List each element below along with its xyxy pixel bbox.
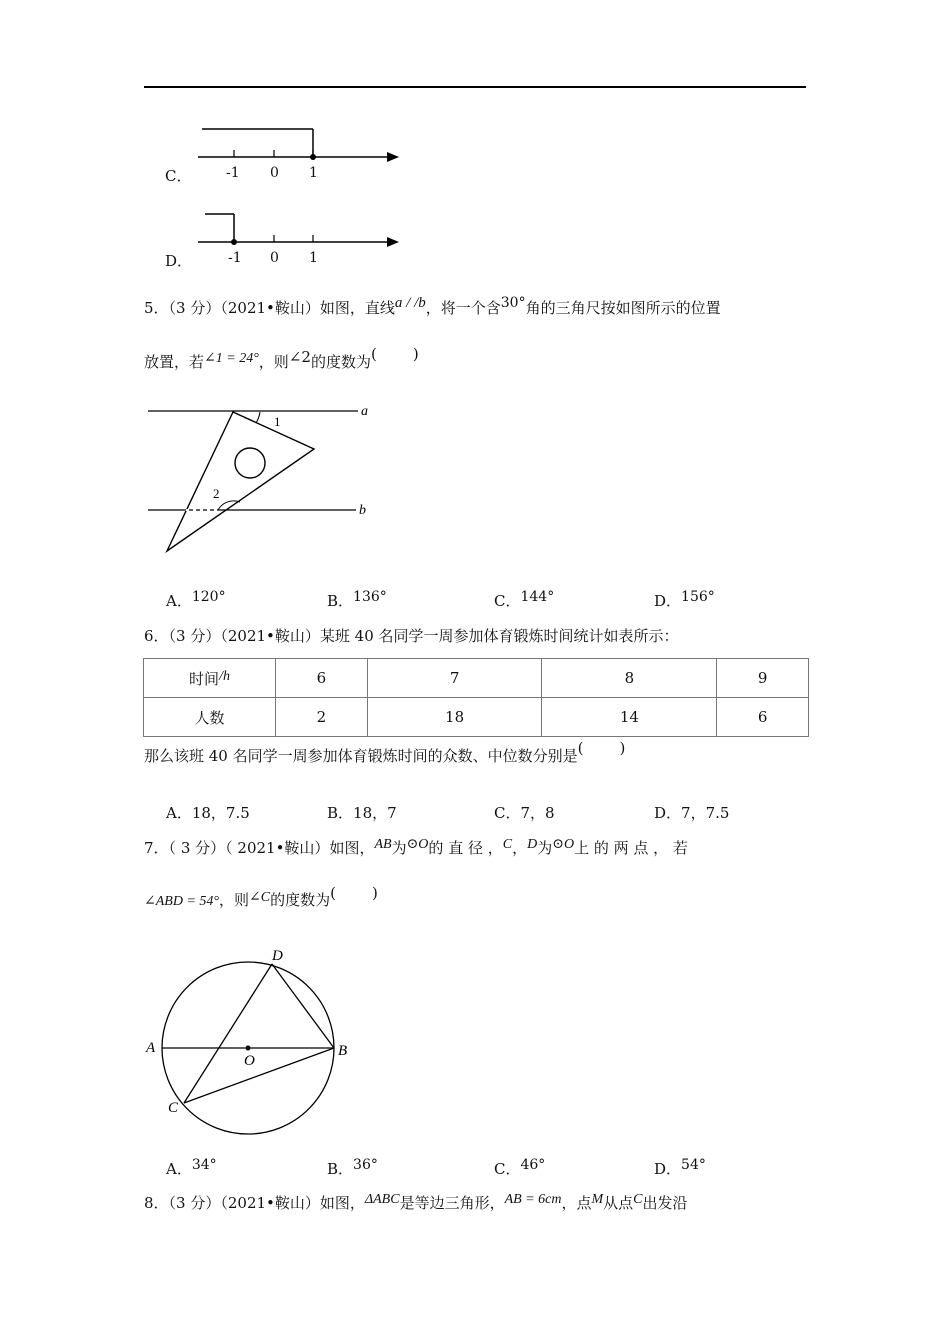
option-label: D． — [654, 592, 682, 610]
q5-text: 如图，直线 — [319, 299, 395, 317]
option-label: A． — [166, 1160, 192, 1178]
option-label: C． — [494, 804, 521, 822]
q5-source: （2021•鞍山） — [220, 299, 320, 317]
q5-math: ∠1 = 24° — [204, 351, 259, 366]
option-value: 36° — [353, 1157, 378, 1173]
option-value: 46° — [520, 1157, 546, 1173]
option-label: D． — [654, 804, 682, 822]
q5-text: ，将一个含 — [425, 299, 501, 317]
q7-math: AB — [374, 837, 392, 852]
option-d-label: D． — [165, 252, 193, 270]
tick-label: -1 — [228, 250, 242, 266]
q7-math: ⊙O — [552, 837, 575, 852]
line-label-a: a — [361, 404, 368, 419]
q7-math: ⊙O — [406, 837, 429, 852]
table-cell: 6 — [717, 698, 809, 737]
q8-math: C — [633, 1192, 643, 1207]
q8-math: M — [591, 1192, 604, 1207]
table-cell: 14 — [542, 698, 717, 737]
option-value: 18，7.5 — [191, 804, 250, 822]
tick-label: 0 — [270, 250, 279, 266]
number-line-d — [195, 205, 405, 250]
q8-text: 出发沿 — [642, 1194, 688, 1212]
option-value: 34° — [191, 1157, 217, 1173]
q5-line1 — [144, 295, 721, 319]
option-label: B． — [327, 592, 354, 610]
cell-unit: /h — [219, 668, 230, 684]
option-value: 120° — [191, 589, 226, 605]
option-value: 54° — [681, 1157, 706, 1173]
option-label: B． — [327, 804, 354, 822]
q5-text: 的度数为 — [310, 353, 371, 371]
option-label: B． — [327, 1160, 354, 1178]
q6-option-b[interactable] — [327, 802, 397, 823]
option-label: D． — [654, 1160, 682, 1178]
point-label-o: O — [244, 1053, 255, 1069]
option-value: 7，7.5 — [681, 804, 730, 822]
q7-circle-figure — [140, 938, 360, 1138]
q7-option-d[interactable] — [654, 1158, 706, 1179]
q6-table — [143, 658, 809, 737]
q5-option-b[interactable] — [327, 590, 387, 611]
q6-text: 那么该班 40 名同学一周参加体育锻炼时间的众数、中位数分别是 — [144, 747, 578, 765]
q5-line2 — [144, 345, 419, 374]
q8-number: 8． — [144, 1194, 169, 1212]
q7-text: 如图， — [329, 839, 375, 857]
option-value: 136° — [353, 589, 387, 605]
q8-score: （3 分） — [168, 1194, 221, 1212]
table-cell: 18 — [367, 698, 542, 737]
answer-paren: ) — [371, 884, 378, 902]
q7-math: C — [502, 837, 513, 852]
tick-label: 1 — [309, 165, 318, 181]
q7-text: 为 — [537, 839, 553, 857]
option-label: A． — [166, 592, 192, 610]
cell-text: 时间 — [189, 669, 220, 688]
option-label: A． — [166, 804, 192, 822]
q7-text: 上 的 两 点 ， 若 — [574, 839, 688, 857]
q7-option-a[interactable] — [166, 1158, 217, 1179]
tick-label: 1 — [309, 250, 318, 266]
q7-number: 7． — [144, 839, 169, 857]
answer-paren: ) — [619, 739, 626, 757]
q5-option-c[interactable] — [494, 590, 554, 611]
q7-math: ∠ABD = 54° — [144, 894, 219, 909]
point-label-d: D — [272, 948, 283, 964]
point-label-c: C — [168, 1100, 179, 1116]
tick-label: -1 — [226, 165, 240, 181]
point-label-a: A — [146, 1040, 156, 1056]
table-cell: 6 — [276, 659, 368, 698]
q6-after — [144, 739, 626, 766]
q5-text: ，则 — [258, 353, 289, 371]
q5-figure — [140, 398, 380, 558]
q7-text: 的度数为 — [270, 891, 331, 909]
table-cell: 人数 — [144, 698, 276, 737]
q7-line1 — [144, 838, 688, 860]
table-cell: 2 — [276, 698, 368, 737]
line-label-b: b — [359, 503, 366, 518]
option-value: 7，8 — [520, 804, 555, 822]
q7-text: ， — [512, 839, 528, 857]
q8-text: 如图， — [319, 1194, 365, 1212]
option-label: C． — [494, 592, 521, 610]
q7-text: ，则 — [219, 891, 250, 909]
q7-source: （ 2021•鞍山） — [225, 839, 330, 857]
q5-text: 放置，若 — [144, 353, 205, 371]
q7-option-b[interactable] — [327, 1158, 378, 1179]
q8-math: AB = 6cm — [504, 1192, 562, 1207]
q7-math: D — [527, 837, 538, 852]
q5-math: ∠2 — [288, 348, 311, 366]
tick-label: 0 — [270, 165, 279, 181]
angle-label-1: 1 — [274, 414, 281, 429]
q5-number: 5． — [144, 299, 169, 317]
q8-line1 — [144, 1193, 688, 1215]
q5-text: 角的三角尺按如图所示的位置 — [525, 299, 721, 317]
q6-text: 某班 40 名同学一周参加体育锻炼时间统计如表所示： — [319, 627, 679, 645]
option-c-label: C． — [165, 167, 192, 185]
answer-paren: ( — [370, 345, 377, 363]
option-value: 18，7 — [353, 804, 397, 822]
answer-paren: ) — [412, 345, 419, 363]
table-cell — [144, 659, 276, 698]
q6-source: （2021•鞍山） — [220, 627, 320, 645]
option-value: 144° — [520, 589, 555, 605]
table-row — [144, 698, 809, 737]
q7-score: （ 3 分） — [168, 839, 226, 857]
table-cell: 8 — [542, 659, 717, 698]
q7-option-c[interactable] — [494, 1158, 545, 1179]
q7-text: 的 直 径 ， — [428, 839, 503, 857]
table-row — [144, 659, 809, 698]
point-label-b: B — [338, 1043, 348, 1059]
q5-option-d[interactable] — [654, 590, 715, 611]
q8-math: ΔABC — [364, 1192, 400, 1207]
answer-paren: ( — [330, 884, 336, 902]
q7-math: ∠C — [249, 890, 271, 905]
q7-text: 为 — [391, 839, 407, 857]
q8-text: ，点 — [561, 1194, 592, 1212]
q6-score: （3 分） — [168, 627, 221, 645]
q6-option-c[interactable] — [494, 802, 555, 823]
q5-math: 30° — [500, 295, 526, 311]
q6-number: 6． — [144, 627, 169, 645]
q6-line1 — [144, 626, 679, 646]
table-cell: 7 — [367, 659, 542, 698]
q6-option-d[interactable] — [654, 802, 729, 823]
header-rule — [144, 86, 806, 88]
q8-source: （2021•鞍山） — [220, 1194, 320, 1212]
answer-paren: ( — [577, 739, 584, 757]
q7-line2 — [144, 884, 378, 912]
angle-label-2: 2 — [213, 486, 220, 501]
q5-option-a[interactable] — [166, 590, 226, 611]
option-label: C． — [494, 1160, 521, 1178]
q6-option-a[interactable] — [166, 802, 250, 823]
q5-math: a / /b — [394, 295, 426, 311]
q5-score: （3 分） — [168, 299, 221, 317]
table-cell: 9 — [717, 659, 809, 698]
q8-text: 是等边三角形， — [399, 1194, 505, 1212]
q8-text: 从点 — [603, 1194, 634, 1212]
option-value: 156° — [681, 589, 715, 605]
